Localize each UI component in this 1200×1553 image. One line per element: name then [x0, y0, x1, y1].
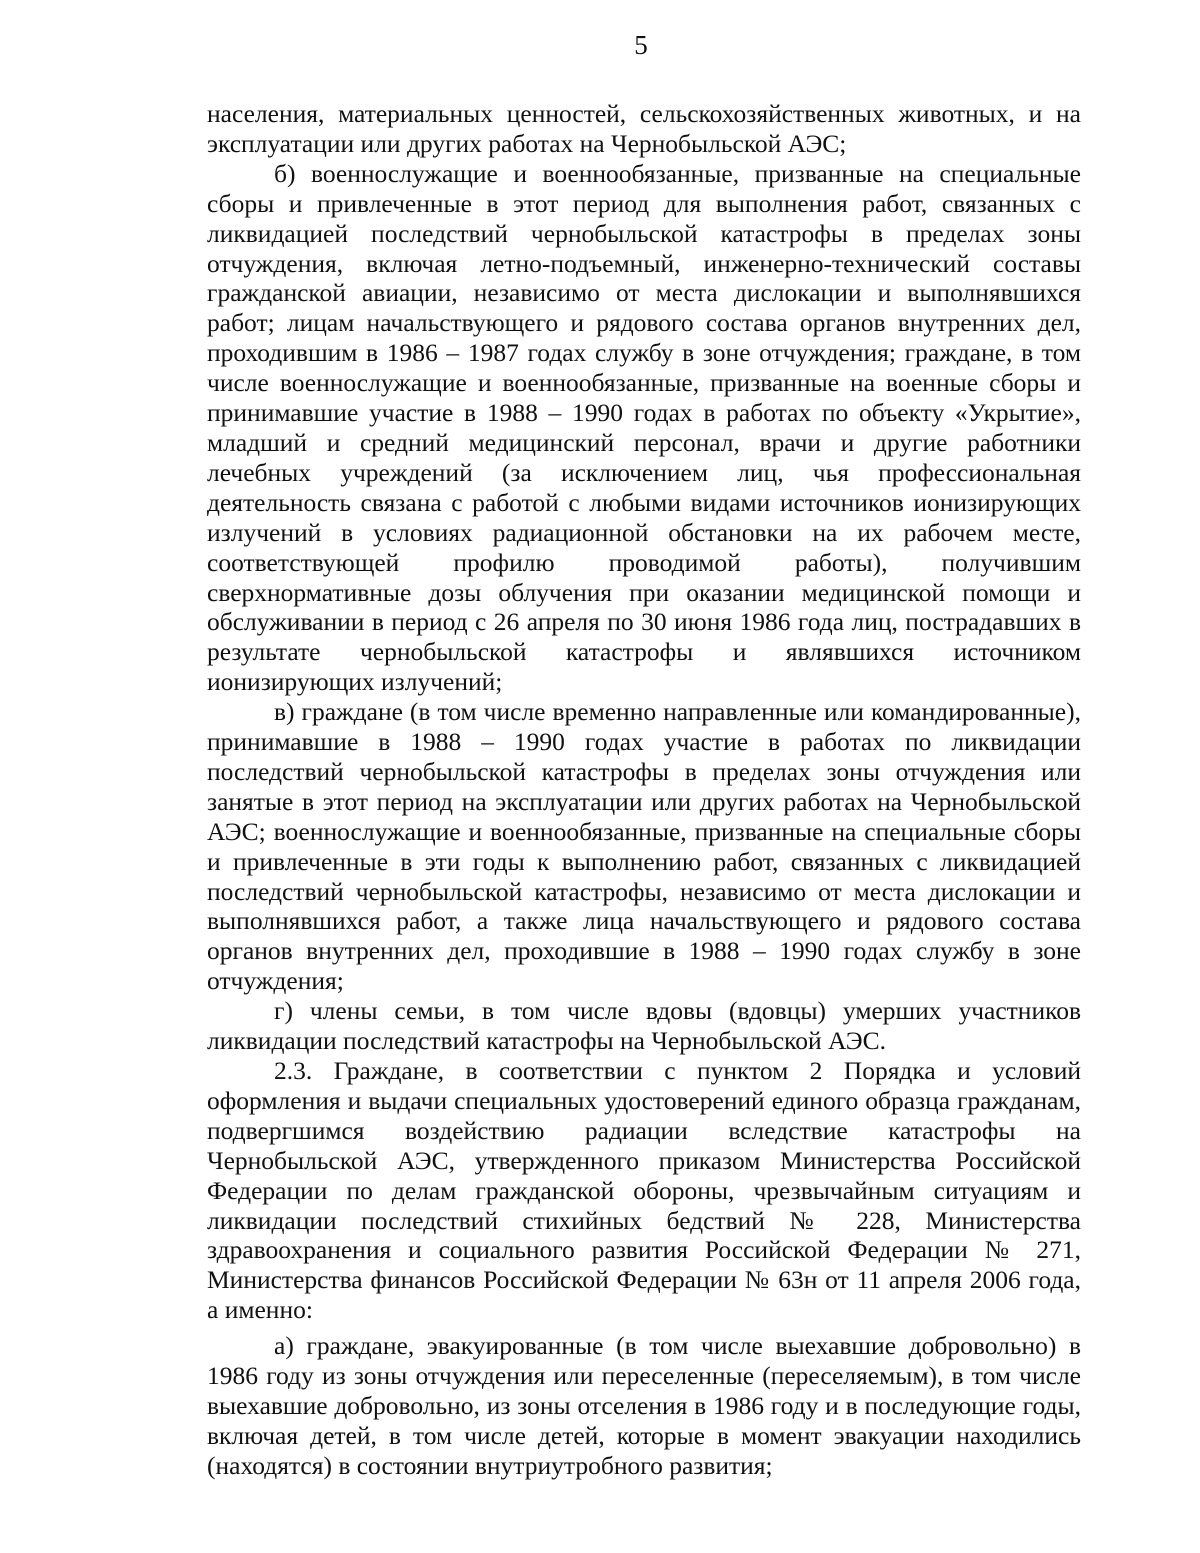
paragraph-item-b: б) военнослужащие и военнообязанные, призванные на специальные сборы и привлеченные в этот период для выполнения работ, связанных с ликвидацией последствий чернобыльской катастрофы в пределах зоны отчуждения, включая летно-подъемный, инженерно-технический составы гражданской авиации, независимо от места дислокации и выполнявшихся работ; лицам начальствующего и рядового состава органов внутренних дел, проходившим в 1986 – 1987 годах службу в зоне отчуждения; граждане, в том числе военнослужащие и военнообязанные, призванные на военные сборы и принимавшие участие в 1988 – 1990 годах в работах по объекту «Укрытие», младший и средний медицинский персонал, врачи и другие работники лечебных учреждений (за исключением лиц, чья профессиональная деятельность связана с работой с любыми видами источников ионизирующих излучений в условиях радиационной обстановки на их рабочем месте, соответствующей профилю проводимой работы), получившим сверхнормативные дозы облучения при оказании медицинской помощи и обслуживании в период с 26 апреля по 30 июня 1986 года лиц, пострадавших в результате чернобыльской катастрофы и являвшихся источником ионизирующих излучений; — [207, 158, 1081, 697]
paragraph-continuation: населения, материальных ценностей, сельскохозяйственных животных, и на эксплуатации или других работах на Чернобыльской АЭС; — [207, 99, 1081, 158]
paragraph-item-v: в) граждане (в том числе временно направленные или командированные), принимавшие в 1988 – 1990 годах участие в работах по ликвидации последствий чернобыльской катастрофы в пределах зоны отчуждения или занятые в этот период на эксплуатации или других работах на Чернобыльской АЭС; военнослужащие и военнообязанные, призванные на специальные сборы и привлеченные в эти годы к выполнению работ, связанных с ликвидацией последствий чернобыльской катастрофы, независимо от места дислокации и выполнявшихся работ, а также лица начальствующего и рядового состава органов внутренних дел, проходившие в 1988 – 1990 годах службу в зоне отчуждения; — [207, 697, 1081, 996]
paragraph-section-2-3: 2.3. Граждане, в соответствии с пунктом 2 Порядка и условий оформления и выдачи специальных удостоверений единого образца гражданам, подвергшимся воздействию радиации вследствие катастрофы на Чернобыльской АЭС, утвержденного приказом Министерства Российской Федерации по делам гражданской обороны, чрезвычайным ситуациям и ликвидации последствий стихийных бедствий № 228, Министерства здравоохранения и социального развития Российской Федерации № 271, Министерства финансов Российской Федерации № 63н от 11 апреля 2006 года, а именно: — [207, 1056, 1081, 1325]
page-number: 5 — [634, 30, 648, 60]
paragraph-item-g: г) члены семьи, в том числе вдовы (вдовцы) умерших участников ликвидации последствий катастрофы на Чернобыльской АЭС. — [207, 996, 1081, 1056]
document-body — [207, 99, 1081, 1481]
paragraph-item-a: а) граждане, эвакуированные (в том числе выехавшие добровольно) в 1986 году из зоны отчуждения или переселенные (переселяемым), в том числе выехавшие добровольно, из зоны отселения в 1986 году и в последующие годы, включая детей, в том числе детей, которые в момент эвакуации находились (находятся) в состоянии внутриутробного развития; — [207, 1331, 1081, 1480]
